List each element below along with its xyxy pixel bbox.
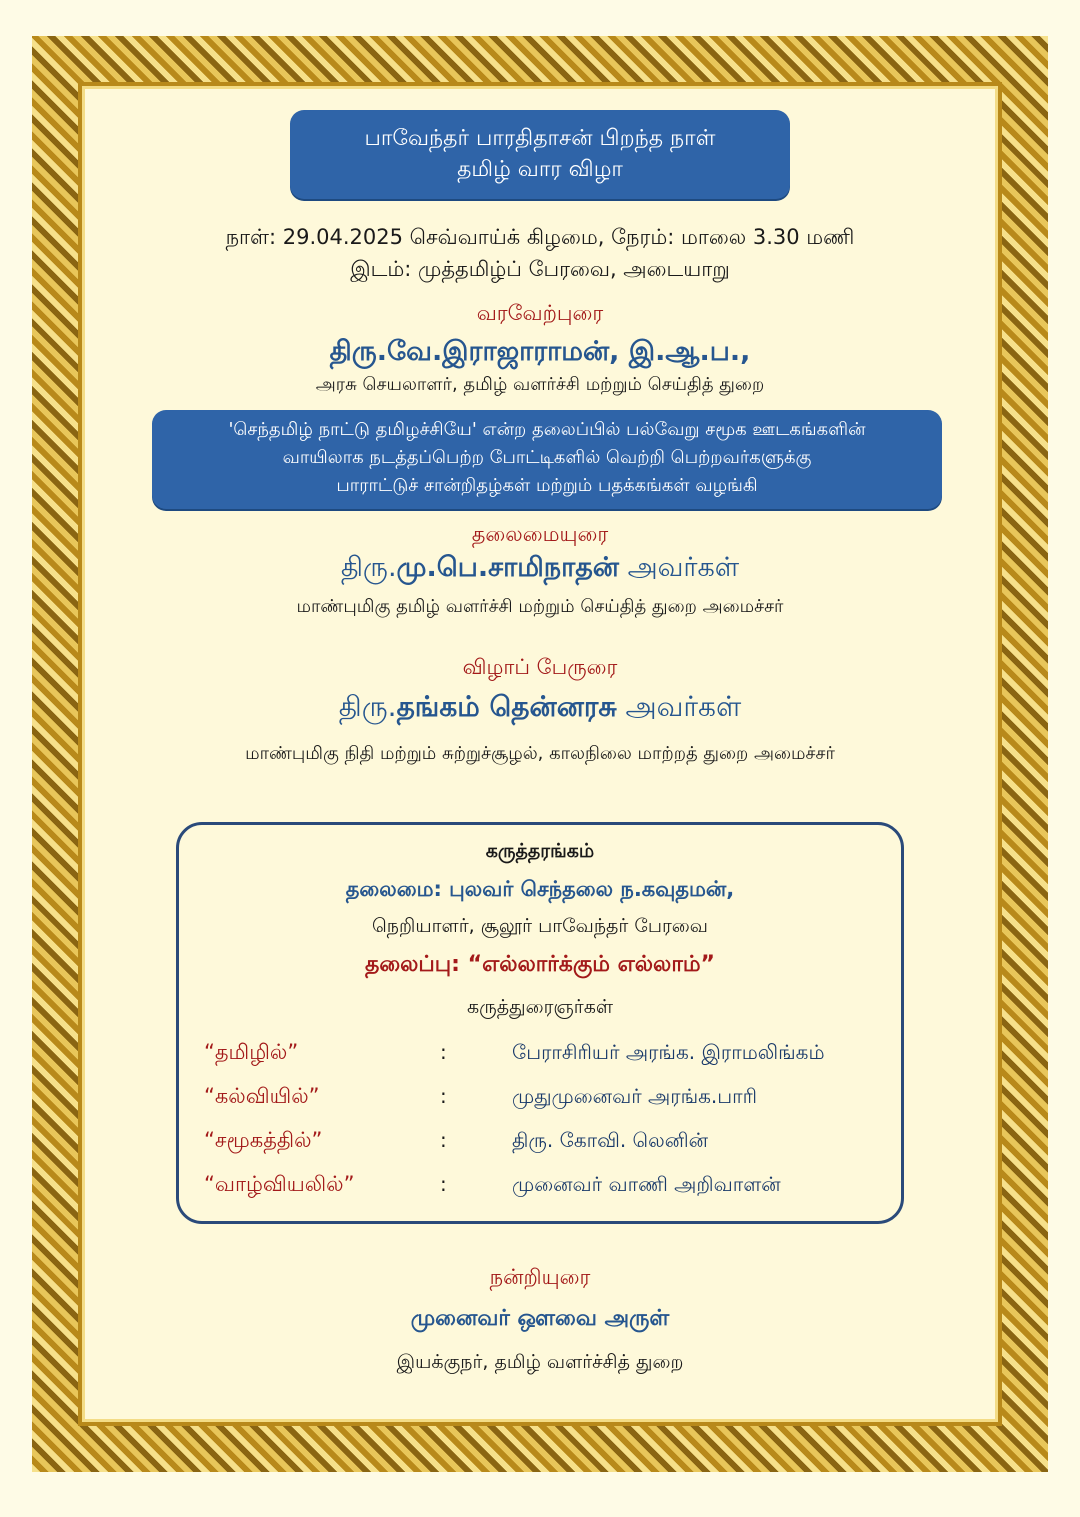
header-banner — [290, 110, 790, 199]
presidential-name-line — [0, 552, 1080, 587]
speaker-row — [176, 1084, 904, 1124]
presidential-name: மு.பெ.சாமிநாதன் — [396, 552, 619, 583]
seminar-topic: “எல்லார்க்கும் எல்லாம்” — [467, 952, 715, 977]
speaker-topic: “சமூகத்தில்” — [204, 1128, 323, 1152]
speaker-row — [176, 1040, 904, 1080]
seminar-chair: தலைமை: புலவர் செந்தலை ந.கவுதமன், — [345, 877, 735, 901]
speaker-name: முதுமுனைவர் அரங்க.பாரி — [512, 1084, 757, 1108]
presidential-role: மாண்புமிகு தமிழ் வளர்ச்சி மற்றும் செய்தித் துறை அமைச்சர் — [296, 596, 784, 617]
keynote-name: தங்கம் தென்னரசு — [396, 690, 617, 723]
header-line-1: பாவேந்தர் பாரதிதாசன் பிறந்த நாள் — [364, 126, 716, 151]
keynote-prefix: திரு. — [338, 690, 397, 723]
welcome-label: வரவேற்புரை — [476, 301, 604, 325]
seminar-speakers-label: கருத்துரைஞர்கள் — [466, 996, 614, 1018]
seminar-topic-line — [0, 952, 1080, 980]
keynote-name-line — [0, 690, 1080, 727]
keynote-label: விழாப் பேருரை — [462, 655, 618, 679]
speaker-topic: “கல்வியில்” — [204, 1084, 320, 1108]
speaker-name: திரு. கோவி. லெனின் — [512, 1128, 709, 1152]
seminar-chair-role: நெறியாளர், சூலூர் பாவேந்தர் பேரவை — [372, 915, 708, 937]
speaker-separator: : — [440, 1172, 447, 1196]
speaker-separator: : — [440, 1128, 447, 1152]
header-line-2: தமிழ் வார விழா — [457, 157, 623, 182]
seminar-topic-label: தலைப்பு: — [365, 952, 460, 977]
award-banner — [152, 410, 942, 509]
speaker-separator: : — [440, 1040, 447, 1064]
speaker-separator: : — [440, 1084, 447, 1108]
award-line-1: 'செந்தமிழ் நாட்டு தமிழச்சியே' என்ற தலைப்பில் பல்வேறு சமூக ஊடகங்களின் — [228, 419, 866, 440]
speaker-row — [176, 1172, 904, 1212]
presidential-label: தலைமையுரை — [471, 522, 609, 546]
welcome-role: அரசு செயலாளர், தமிழ் வளர்ச்சி மற்றும் செய்தித் துறை — [315, 374, 765, 395]
thanks-name: முனைவர் ஔவை அருள் — [410, 1306, 670, 1331]
thanks-role: இயக்குநர், தமிழ் வளர்ச்சித் துறை — [396, 1351, 684, 1373]
keynote-suffix: அவர்கள் — [625, 690, 742, 723]
speaker-topic: “தமிழில்” — [204, 1040, 299, 1064]
presidential-suffix: அவர்கள் — [627, 552, 740, 583]
seminar-title: கருத்தரங்கம் — [485, 840, 595, 862]
thanks-label: நன்றியுரை — [489, 1265, 591, 1289]
speaker-name: முனைவர் வாணி அறிவாளன் — [512, 1172, 781, 1196]
event-datetime: நாள்: 29.04.2025 செவ்வாய்க் கிழமை, நேரம்: மாலை 3.30 மணி — [225, 225, 855, 249]
welcome-name: திரு.வே.இராஜாராமன், இ.ஆ.ப., — [329, 336, 751, 367]
keynote-role: மாண்புமிகு நிதி மற்றும் சுற்றுச்சூழல், காலநிலை மாற்றத் துறை அமைச்சர் — [245, 743, 835, 764]
speaker-name: பேராசிரியர் அரங்க. இராமலிங்கம் — [512, 1040, 825, 1064]
award-line-3: பாராட்டுச் சான்றிதழ்கள் மற்றும் பதக்கங்கள் வழங்கி — [336, 475, 758, 496]
presidential-prefix: திரு. — [340, 552, 397, 583]
award-line-2: வாயிலாக நடத்தப்பெற்ற போட்டிகளில் வெற்றி பெற்றவர்களுக்கு — [282, 447, 812, 468]
speaker-row — [176, 1128, 904, 1168]
speaker-topic: “வாழ்வியலில்” — [204, 1172, 355, 1196]
event-venue: இடம்: முத்தமிழ்ப் பேரவை, அடையாறு — [350, 257, 730, 281]
